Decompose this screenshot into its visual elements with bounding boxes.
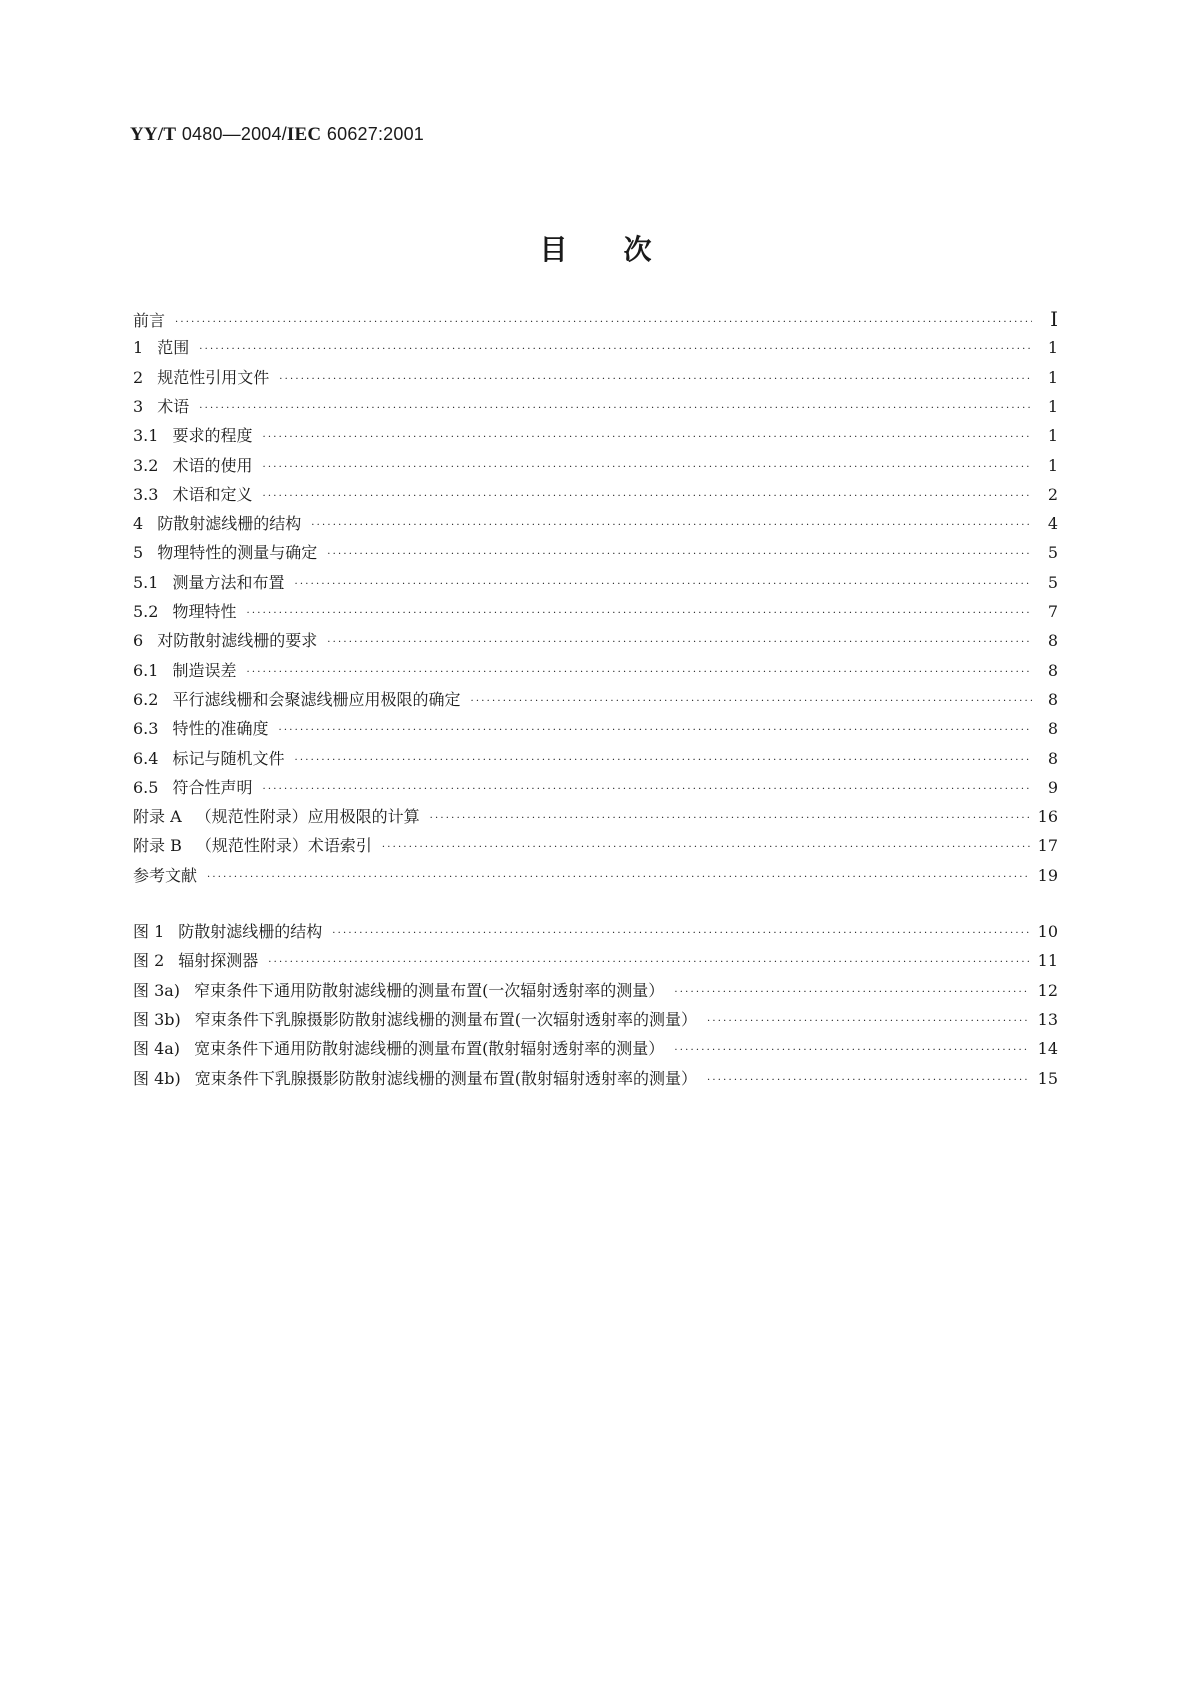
- entry-number: 6.2: [133, 689, 159, 709]
- page-title: 目次: [539, 233, 708, 266]
- entry-label: 制造误差: [172, 660, 237, 680]
- entry-label: 物理特性: [172, 602, 237, 621]
- toc-entry[interactable]: [133, 805, 1058, 829]
- dot-leader: [294, 573, 1032, 597]
- dot-leader: [382, 836, 1030, 860]
- toc-entry[interactable]: [133, 395, 1058, 419]
- dot-leader: [674, 981, 1029, 1005]
- entry-page-number: 19: [1037, 865, 1058, 885]
- entry-label: （规范性附录）应用极限的计算: [195, 807, 420, 827]
- dot-leader: [430, 807, 1030, 831]
- dot-leader: [311, 514, 1032, 538]
- entry-page-number: 8: [1047, 689, 1058, 709]
- entry-label: 宽束条件下通用防散射滤线栅的测量布置(散射辐射透射率的测量）: [194, 1039, 665, 1059]
- entry-label: 防散射滤线栅的结构: [178, 922, 323, 941]
- entry-page-number: 1: [1047, 367, 1058, 387]
- figure-entry[interactable]: [133, 920, 1058, 944]
- dot-leader: [175, 311, 1032, 335]
- toc-entry[interactable]: [133, 659, 1058, 683]
- dot-leader: [199, 338, 1032, 362]
- entry-page-number: 14: [1037, 1039, 1058, 1059]
- toc-entry[interactable]: [133, 717, 1058, 741]
- dot-leader: [707, 1069, 1030, 1093]
- figure-entry[interactable]: [133, 949, 1058, 973]
- entry-page-number: 10: [1037, 922, 1058, 941]
- figure-entry[interactable]: [133, 1037, 1058, 1061]
- entry-page-number: 9: [1047, 777, 1058, 797]
- entry-number: 图 2: [133, 951, 165, 971]
- dot-leader: [674, 1039, 1029, 1063]
- entry-label: 对防散射滤线栅的要求: [157, 631, 318, 651]
- toc-entry[interactable]: [133, 424, 1058, 448]
- entry-number: 图 3b): [133, 1009, 181, 1029]
- dot-leader: [262, 485, 1032, 509]
- entry-page-number: 16: [1037, 807, 1058, 827]
- dot-leader: [327, 543, 1032, 567]
- entry-label: 防散射滤线栅的结构: [157, 514, 302, 534]
- entry-number: 6.3: [133, 719, 159, 739]
- entry-label: 标记与随机文件: [172, 748, 285, 768]
- dot-leader: [279, 368, 1032, 392]
- entry-number: 3: [133, 396, 144, 416]
- dot-leader: [707, 1010, 1030, 1034]
- toc-entry[interactable]: [133, 366, 1058, 390]
- entry-label: 窄束条件下通用防散射滤线栅的测量布置(一次辐射透射率的测量）: [194, 980, 665, 1000]
- dot-leader: [207, 866, 1030, 890]
- entry-page-number: 5: [1047, 543, 1058, 563]
- entry-label: 平行滤线栅和会聚滤线栅应用极限的确定: [172, 689, 461, 709]
- entry-number: 6.5: [133, 777, 159, 797]
- entry-number: 图 4b): [133, 1068, 181, 1088]
- entry-label: 规范性引用文件: [157, 367, 270, 387]
- dot-leader: [278, 719, 1032, 743]
- dot-leader: [268, 951, 1029, 975]
- entry-page-number: 4: [1047, 514, 1058, 534]
- entry-number: 6: [133, 631, 144, 651]
- entry-number: 6.1: [133, 660, 159, 680]
- document-standard-number: [130, 124, 424, 146]
- iec-prefix: IEC: [286, 124, 322, 145]
- dot-leader: [246, 661, 1032, 685]
- entry-label: 要求的程度: [172, 426, 253, 446]
- entry-number: 5.2: [133, 602, 159, 621]
- toc-entry[interactable]: [133, 864, 1058, 888]
- entry-page-number: 11: [1037, 951, 1058, 971]
- entry-label: 术语的使用: [172, 455, 253, 475]
- dot-leader: [262, 456, 1032, 480]
- entry-label: 测量方法和布置: [172, 572, 285, 592]
- entry-number: 3.3: [133, 484, 159, 504]
- entry-label: （规范性附录）术语索引: [195, 836, 372, 856]
- dot-leader: [262, 778, 1032, 802]
- entry-page-number: I: [1050, 307, 1058, 331]
- toc-entry[interactable]: [133, 776, 1058, 800]
- dot-leader: [470, 690, 1032, 714]
- dot-leader: [327, 631, 1032, 655]
- entry-number: 图 1: [133, 922, 165, 941]
- toc-entry[interactable]: [133, 454, 1058, 478]
- entry-page-number: 1: [1047, 396, 1058, 416]
- iec-number: 60627:2001: [326, 124, 425, 144]
- toc-entry[interactable]: [133, 629, 1058, 653]
- toc-entry[interactable]: [133, 336, 1058, 360]
- figure-entry[interactable]: [133, 1008, 1058, 1032]
- figure-entry[interactable]: [133, 979, 1058, 1003]
- entry-number: 3.2: [133, 455, 159, 475]
- entry-page-number: 1: [1047, 338, 1058, 358]
- entry-number: 附录 A: [133, 807, 182, 827]
- toc-entry[interactable]: [133, 600, 1058, 624]
- toc-entry[interactable]: [133, 483, 1058, 507]
- figure-entry[interactable]: [133, 1067, 1058, 1091]
- entry-number: 图 3a): [133, 980, 181, 1000]
- entry-label: 宽束条件下乳腺摄影防散射滤线栅的测量布置(散射辐射透射率的测量）: [194, 1068, 698, 1088]
- dot-leader: [199, 397, 1032, 421]
- entry-number: 1: [133, 338, 144, 358]
- entry-page-number: 13: [1037, 1009, 1058, 1029]
- entry-number: 5.1: [133, 572, 159, 592]
- entry-label: 特性的准确度: [172, 719, 269, 739]
- entry-page-number: 5: [1047, 572, 1058, 592]
- entry-number: 5: [133, 543, 144, 563]
- entry-label: 窄束条件下乳腺摄影防散射滤线栅的测量布置(一次辐射透射率的测量）: [194, 1009, 698, 1029]
- entry-page-number: 1: [1047, 455, 1058, 475]
- entry-number: 3.1: [133, 426, 159, 446]
- entry-page-number: 15: [1037, 1068, 1058, 1088]
- toc-entry[interactable]: [133, 571, 1058, 595]
- entry-label: 物理特性的测量与确定: [157, 543, 318, 563]
- entry-number: 6.4: [133, 748, 159, 768]
- dot-leader: [262, 426, 1032, 450]
- entry-number: 附录 B: [133, 836, 182, 856]
- entry-label: 范围: [157, 338, 190, 358]
- entry-label: 参考文献: [133, 865, 198, 885]
- toc-entry[interactable]: [133, 307, 1058, 331]
- toc-entry[interactable]: [133, 834, 1058, 858]
- dot-leader: [246, 602, 1032, 626]
- entry-page-number: 12: [1037, 980, 1058, 1000]
- entry-page-number: 8: [1047, 631, 1058, 651]
- toc-entry[interactable]: [133, 512, 1058, 536]
- entry-page-number: 8: [1047, 719, 1058, 739]
- dot-leader: [332, 922, 1029, 946]
- entry-page-number: 8: [1047, 660, 1058, 680]
- entry-label: 术语和定义: [172, 484, 253, 504]
- entry-page-number: 17: [1037, 836, 1058, 856]
- entry-page-number: 8: [1047, 748, 1058, 768]
- entry-page-number: 1: [1047, 426, 1058, 446]
- entry-number: 2: [133, 367, 144, 387]
- toc-entry[interactable]: [133, 747, 1058, 771]
- entry-label: 辐射探测器: [178, 951, 259, 971]
- entry-label: 前言: [133, 311, 166, 330]
- entry-page-number: 7: [1047, 602, 1058, 621]
- std-prefix: YY/T: [130, 124, 177, 145]
- dot-leader: [294, 749, 1032, 773]
- toc-entry[interactable]: [133, 541, 1058, 565]
- toc-entry[interactable]: [133, 688, 1058, 712]
- entry-page-number: 2: [1047, 484, 1058, 504]
- entry-label: 术语: [157, 396, 190, 416]
- std-number: 0480—2004/: [181, 124, 287, 144]
- entry-number: 4: [133, 514, 144, 534]
- entry-label: 符合性声明: [172, 777, 253, 797]
- entry-number: 图 4a): [133, 1039, 181, 1059]
